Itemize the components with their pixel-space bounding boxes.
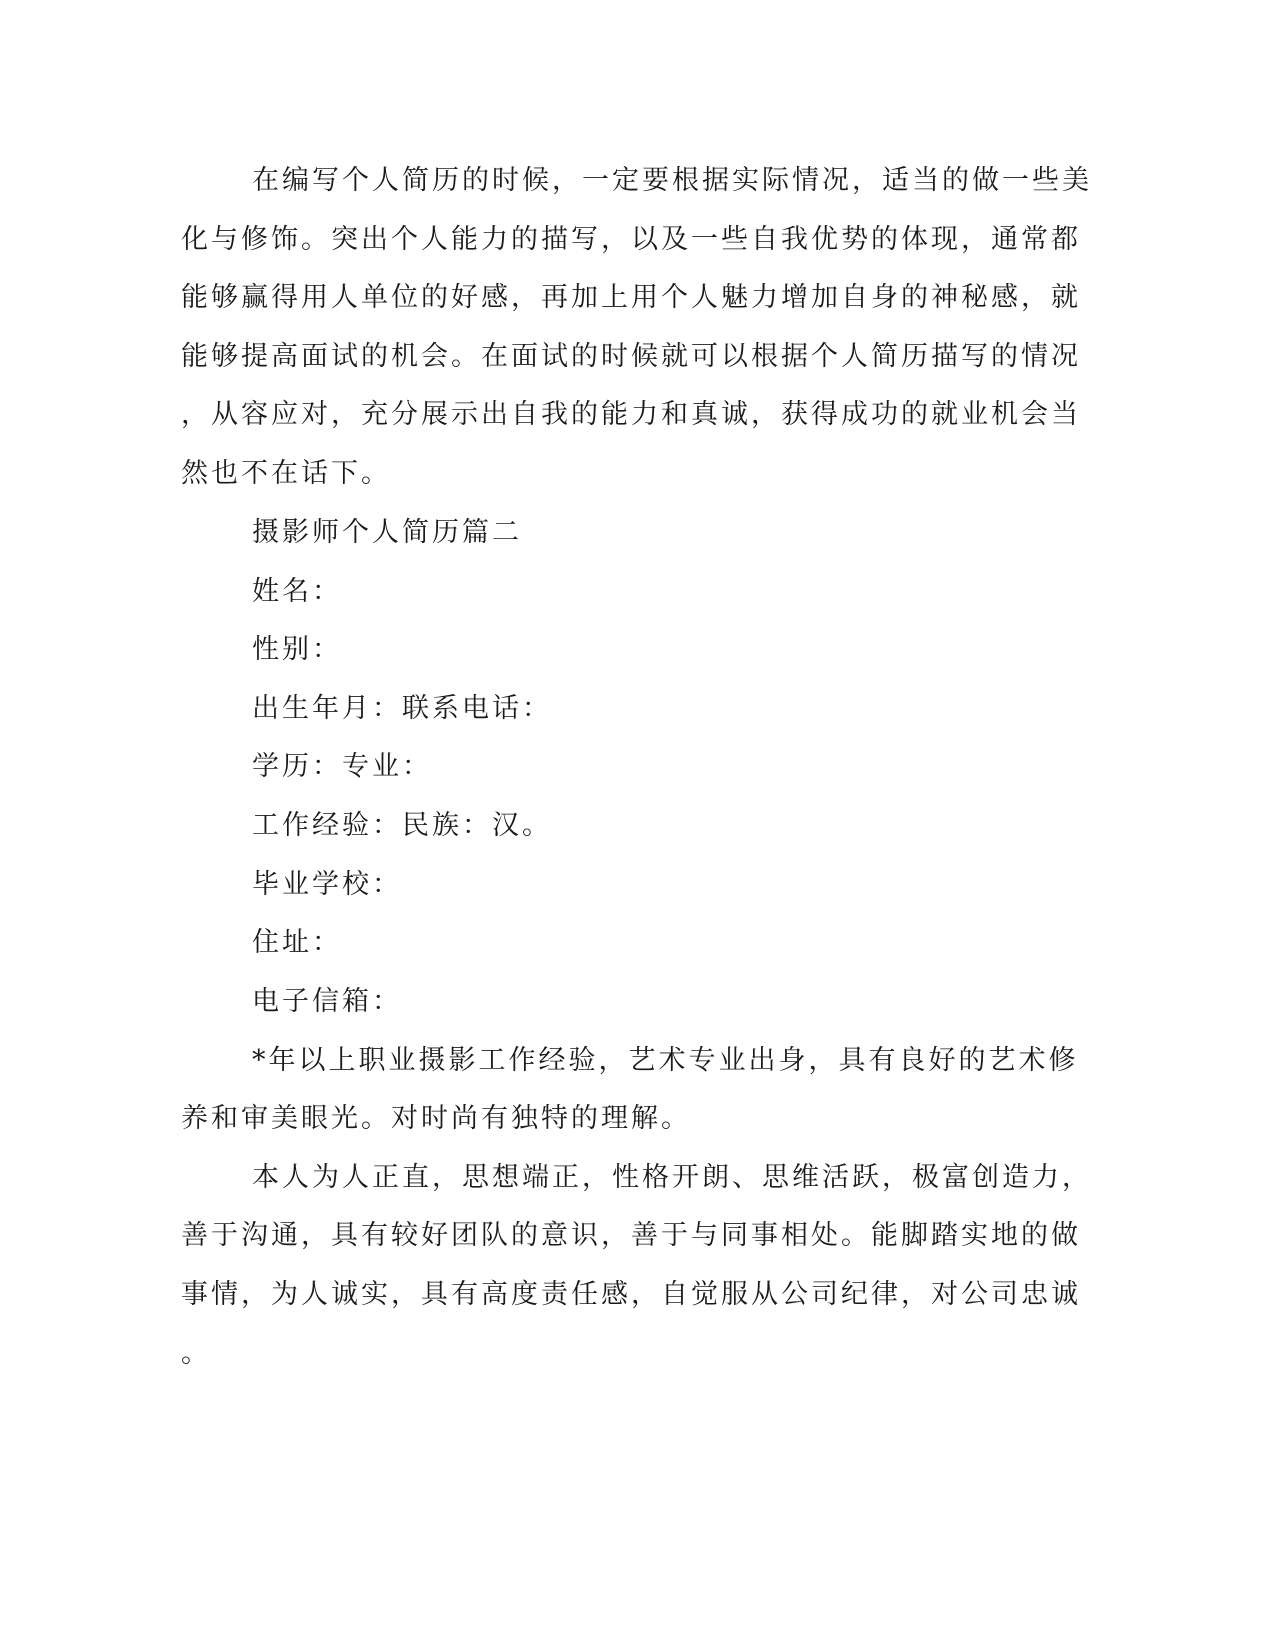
field-email: 电子信箱： bbox=[252, 986, 402, 1017]
paragraph-line: 能够提高面试的机会。在面试的时候就可以根据个人简历描写的情况 bbox=[181, 341, 1081, 372]
field-experience-ethnicity: 工作经验：民族：汉。 bbox=[252, 810, 552, 841]
field-gender: 性别： bbox=[252, 634, 342, 665]
paragraph-line: 化与修饰。突出个人能力的描写，以及一些自我优势的体现，通常都 bbox=[181, 224, 1081, 255]
paragraph-line: 善于沟通，具有较好团队的意识，善于与同事相处。能脚踏实地的做 bbox=[181, 1220, 1081, 1251]
field-address: 住址： bbox=[252, 927, 342, 958]
section-heading: 摄影师个人简历篇二 bbox=[252, 517, 522, 548]
paragraph-line: 养和审美眼光。对时尚有独特的理解。 bbox=[181, 1103, 691, 1134]
paragraph-line: *年以上职业摄影工作经验，艺术专业出身，具有良好的艺术修 bbox=[252, 1045, 1079, 1076]
field-birth-phone: 出生年月：联系电话： bbox=[252, 693, 552, 724]
paragraph-line: 在编写个人简历的时候，一定要根据实际情况，适当的做一些美 bbox=[252, 165, 1092, 196]
field-education-major: 学历：专业： bbox=[252, 751, 432, 782]
paragraph-line: 本人为人正直，思想端正，性格开朗、思维活跃，极富创造力， bbox=[252, 1162, 1092, 1193]
paragraph-line: 然也不在话下。 bbox=[181, 458, 391, 489]
paragraph-line: 。 bbox=[181, 1338, 211, 1369]
field-school: 毕业学校： bbox=[252, 869, 402, 900]
paragraph-line: 能够赢得用人单位的好感，再加上用个人魅力增加自身的神秘感，就 bbox=[181, 282, 1081, 313]
paragraph-line: 事情，为人诚实，具有高度责任感，自觉服从公司纪律，对公司忠诚 bbox=[181, 1279, 1081, 1310]
field-name: 姓名： bbox=[252, 576, 342, 607]
paragraph-line: ，从容应对，充分展示出自我的能力和真诚，获得成功的就业机会当 bbox=[181, 399, 1081, 430]
